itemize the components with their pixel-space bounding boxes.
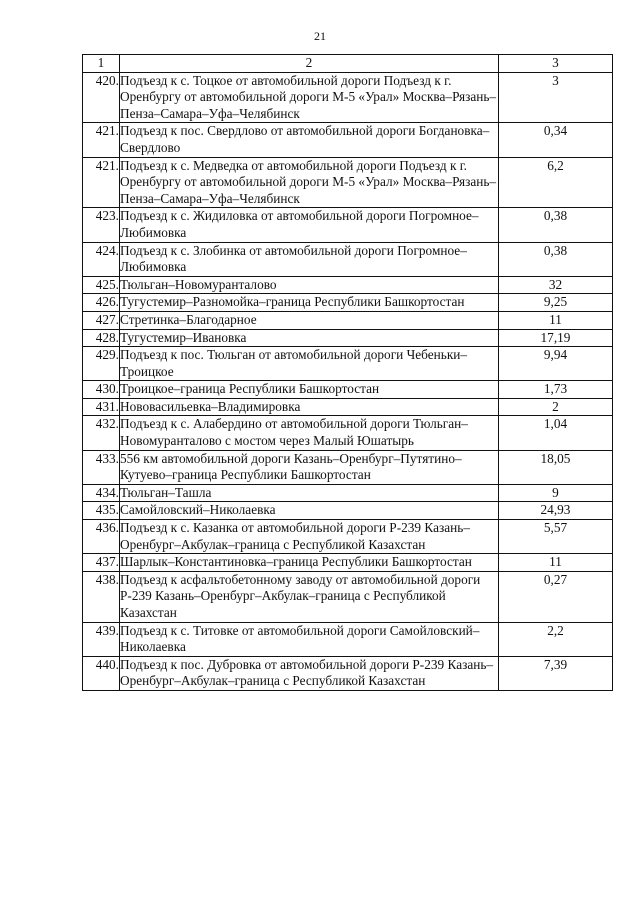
road-length: 7,39 — [499, 656, 613, 690]
column-header-road-name: 2 — [120, 55, 499, 73]
table-row — [83, 571, 613, 622]
road-length: 0,38 — [499, 208, 613, 242]
row-number: 421. — [83, 123, 120, 157]
road-name: Троицкое–граница Республики Башкортостан — [120, 381, 499, 399]
page-number: 21 — [314, 29, 326, 43]
table-row — [83, 450, 613, 484]
row-number: 433. — [83, 450, 120, 484]
road-length: 3 — [499, 72, 613, 123]
table-row — [83, 72, 613, 123]
row-number: 440. — [83, 656, 120, 690]
road-name: Стретинка–Благодарное — [120, 311, 499, 329]
row-number: 421. — [83, 157, 120, 208]
road-name: Тугустемир–Ивановка — [120, 329, 499, 347]
table-row — [83, 123, 613, 157]
row-number: 426. — [83, 294, 120, 312]
table-row — [83, 311, 613, 329]
road-length: 24,93 — [499, 502, 613, 520]
road-length: 5,57 — [499, 520, 613, 554]
table-row — [83, 554, 613, 572]
table-row — [83, 208, 613, 242]
road-length: 6,2 — [499, 157, 613, 208]
road-name: Самойловский–Николаевка — [120, 502, 499, 520]
row-number: 435. — [83, 502, 120, 520]
road-name: Подъезд к пос. Свердлово от автомобильной дороги Богдановка–Свердлово — [120, 123, 499, 157]
table-row — [83, 502, 613, 520]
road-length: 9,25 — [499, 294, 613, 312]
row-number: 423. — [83, 208, 120, 242]
table-row — [83, 347, 613, 381]
table-row — [83, 622, 613, 656]
table-row — [83, 329, 613, 347]
road-length: 9 — [499, 484, 613, 502]
row-number: 420. — [83, 72, 120, 123]
road-name: Нововасильевка–Владимировка — [120, 398, 499, 416]
road-name: Подъезд к с. Тоцкое от автомобильной дороги Подъезд к г. Оренбургу от автомобильной дороги М-5 «Урал» Москва–Рязань–Пенза–Самара–Уфа–Челябинск — [120, 72, 499, 123]
row-number: 437. — [83, 554, 120, 572]
road-name: Подъезд к асфальтобетонному заводу от автомобильной дороги Р-239 Казань–Оренбург–Акбулак–граница с Республикой Казахстан — [120, 571, 499, 622]
table-header-row — [83, 55, 613, 73]
table-row — [83, 520, 613, 554]
table-row — [83, 242, 613, 276]
roads-table — [82, 54, 613, 691]
row-number: 428. — [83, 329, 120, 347]
road-length: 32 — [499, 276, 613, 294]
row-number: 429. — [83, 347, 120, 381]
road-name: Подъезд к с. Алабердино от автомобильной дороги Тюльган–Новомуранталово с мостом через Малый Юшатырь — [120, 416, 499, 450]
table-row — [83, 157, 613, 208]
row-number: 424. — [83, 242, 120, 276]
row-number: 434. — [83, 484, 120, 502]
road-name: Тюльган–Ташла — [120, 484, 499, 502]
road-length: 0,38 — [499, 242, 613, 276]
road-length: 11 — [499, 311, 613, 329]
road-name: Подъезд к пос. Тюльган от автомобильной дороги Чебеньки–Троицкое — [120, 347, 499, 381]
table-row — [83, 398, 613, 416]
road-name: Подъезд к с. Злобинка от автомобильной дороги Погромное–Любимовка — [120, 242, 499, 276]
road-name: Подъезд к пос. Дубровка от автомобильной дороги Р-239 Казань–Оренбург–Акбулак–граница с Республикой Казахстан — [120, 656, 499, 690]
road-length: 2 — [499, 398, 613, 416]
road-length: 9,94 — [499, 347, 613, 381]
road-name: Подъезд к с. Жидиловка от автомобильной дороги Погромное–Любимовка — [120, 208, 499, 242]
table-row — [83, 276, 613, 294]
road-name: Подъезд к с. Казанка от автомобильной дороги Р-239 Казань–Оренбург–Акбулак–граница с Республикой Казахстан — [120, 520, 499, 554]
row-number: 427. — [83, 311, 120, 329]
row-number: 436. — [83, 520, 120, 554]
table-row — [83, 381, 613, 399]
road-name: Тугустемир–Разномойка–граница Республики Башкортостан — [120, 294, 499, 312]
road-length: 1,04 — [499, 416, 613, 450]
row-number: 438. — [83, 571, 120, 622]
road-length: 1,73 — [499, 381, 613, 399]
row-number: 430. — [83, 381, 120, 399]
row-number: 432. — [83, 416, 120, 450]
column-header-number: 1 — [83, 55, 120, 73]
table-row — [83, 416, 613, 450]
road-name: 556 км автомобильной дороги Казань–Оренбург–Путятино–Кутуево–граница Республики Башкортостан — [120, 450, 499, 484]
table-row — [83, 294, 613, 312]
road-length: 2,2 — [499, 622, 613, 656]
row-number: 439. — [83, 622, 120, 656]
table-row — [83, 656, 613, 690]
column-header-length: 3 — [499, 55, 613, 73]
road-length: 0,34 — [499, 123, 613, 157]
road-name: Шарлык–Константиновка–граница Республики Башкортостан — [120, 554, 499, 572]
road-name: Подъезд к с. Титовке от автомобильной дороги Самойловский–Николаевка — [120, 622, 499, 656]
row-number: 425. — [83, 276, 120, 294]
road-name: Подъезд к с. Медведка от автомобильной дороги Подъезд к г. Оренбургу от автомобильной дороги М-5 «Урал» Москва–Рязань–Пенза–Самара–Уфа–Челябинск — [120, 157, 499, 208]
road-length: 0,27 — [499, 571, 613, 622]
road-length: 17,19 — [499, 329, 613, 347]
road-length: 11 — [499, 554, 613, 572]
table-row — [83, 484, 613, 502]
road-name: Тюльган–Новомуранталово — [120, 276, 499, 294]
row-number: 431. — [83, 398, 120, 416]
road-length: 18,05 — [499, 450, 613, 484]
